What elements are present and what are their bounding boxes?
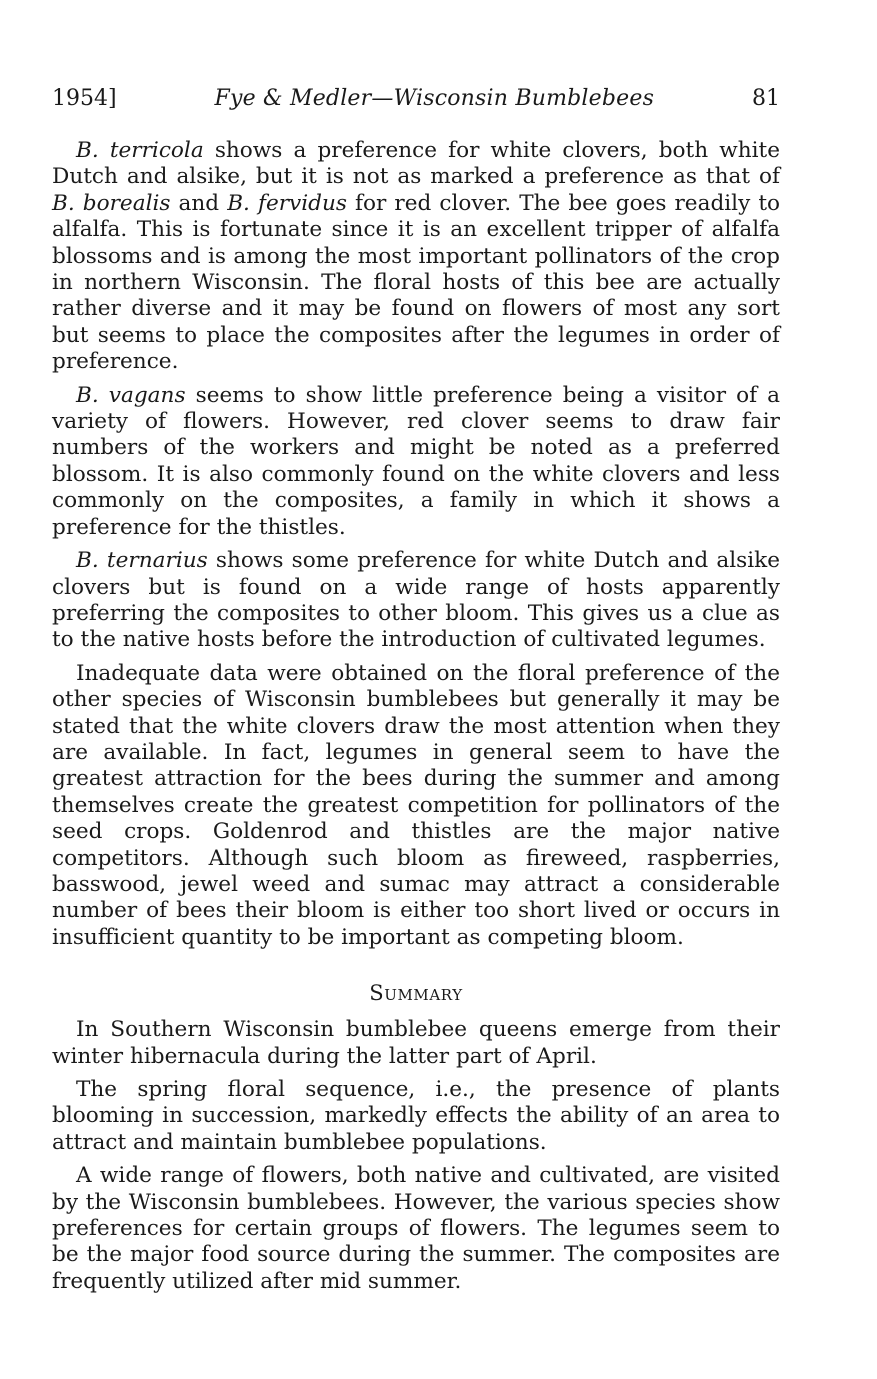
page xyxy=(52,84,780,1302)
species-name: B. fervidus xyxy=(227,190,347,216)
paragraph-text: and xyxy=(170,190,228,216)
page-number: 81 xyxy=(752,86,780,111)
paragraph-text: for red clover. The bee goes readily to alfalfa. This is fortunate since it is an excellent tripper of alfalfa blossoms and is among the most important pollinators of the crop in northern Wisconsin. The floral hosts of this bee are actually rather diverse and it may be found on flowers of most any sort but seems to place the composites after the legumes in order of preference. xyxy=(52,190,781,375)
species-name: B. terricola xyxy=(76,138,204,163)
paragraph-terricola xyxy=(52,138,780,376)
paragraph-other-species: Inadequate data were obtained on the floral preference of the other species of Wisconsin bumblebees but generally it may be stated that the white clovers draw the most attention when they are available. In fact, legumes in general seem to have the greatest attraction for the bees during the summer and among themselves create the greatest competition for pollinators of the seed crops. Goldenrod and thistles are the major native competitors. Although such bloom as fireweed, raspberries, basswood, jewel weed and sumac may attract a considerable number of bees their bloom is either too short lived or occurs in insufficient quantity to be important as competing bloom. xyxy=(52,660,780,950)
species-name: B. vagans xyxy=(76,382,186,408)
header-year: 1954] xyxy=(52,86,117,111)
paragraph-text: shows a preference for white clovers, both white Dutch and alsike, but it is not as marked a preference as that of xyxy=(52,138,780,190)
species-name: B. ternarius xyxy=(76,548,208,574)
summary-paragraph: In Southern Wisconsin bumblebee queens emerge from their winter hibernacula during the latter part of April. xyxy=(52,1017,780,1069)
paragraph-text: shows some preference for white Dutch and alsike clovers but is found on a wide range of hosts apparently preferring the composites to other bloom. This gives us a clue as to the native hosts before the introduction of cultivated legumes. xyxy=(52,548,780,653)
summary-paragraph: A wide range of flowers, both native and cultivated, are visited by the Wisconsin bumblebees. However, the various species show preferences for certain groups of flowers. The legumes seem to be the major food source during the summer. The composites are frequently utilized after mid summer. xyxy=(52,1163,780,1294)
running-head xyxy=(52,84,780,114)
header-title: Fye & Medler—Wisconsin Bumblebees xyxy=(214,86,655,111)
section-heading-summary: Summary xyxy=(369,981,463,1006)
summary-paragraph: The spring floral sequence, i.e., the presence of plants blooming in succession, markedly effects the ability of an area to attract and maintain bumblebee populations. xyxy=(52,1077,780,1155)
paragraph-text: seems to show little preference being a visitor of a variety of flowers. However, red clover seems to draw fair numbers of the workers and might be noted as a preferred blossom. It is also commonly found on the white clovers and less commonly on the composites, a family in which it shows a preference for the thistles. xyxy=(52,382,781,540)
paragraph-ternarius xyxy=(52,548,780,654)
paragraph-vagans xyxy=(52,383,780,541)
species-name: B. borealis xyxy=(52,190,171,216)
